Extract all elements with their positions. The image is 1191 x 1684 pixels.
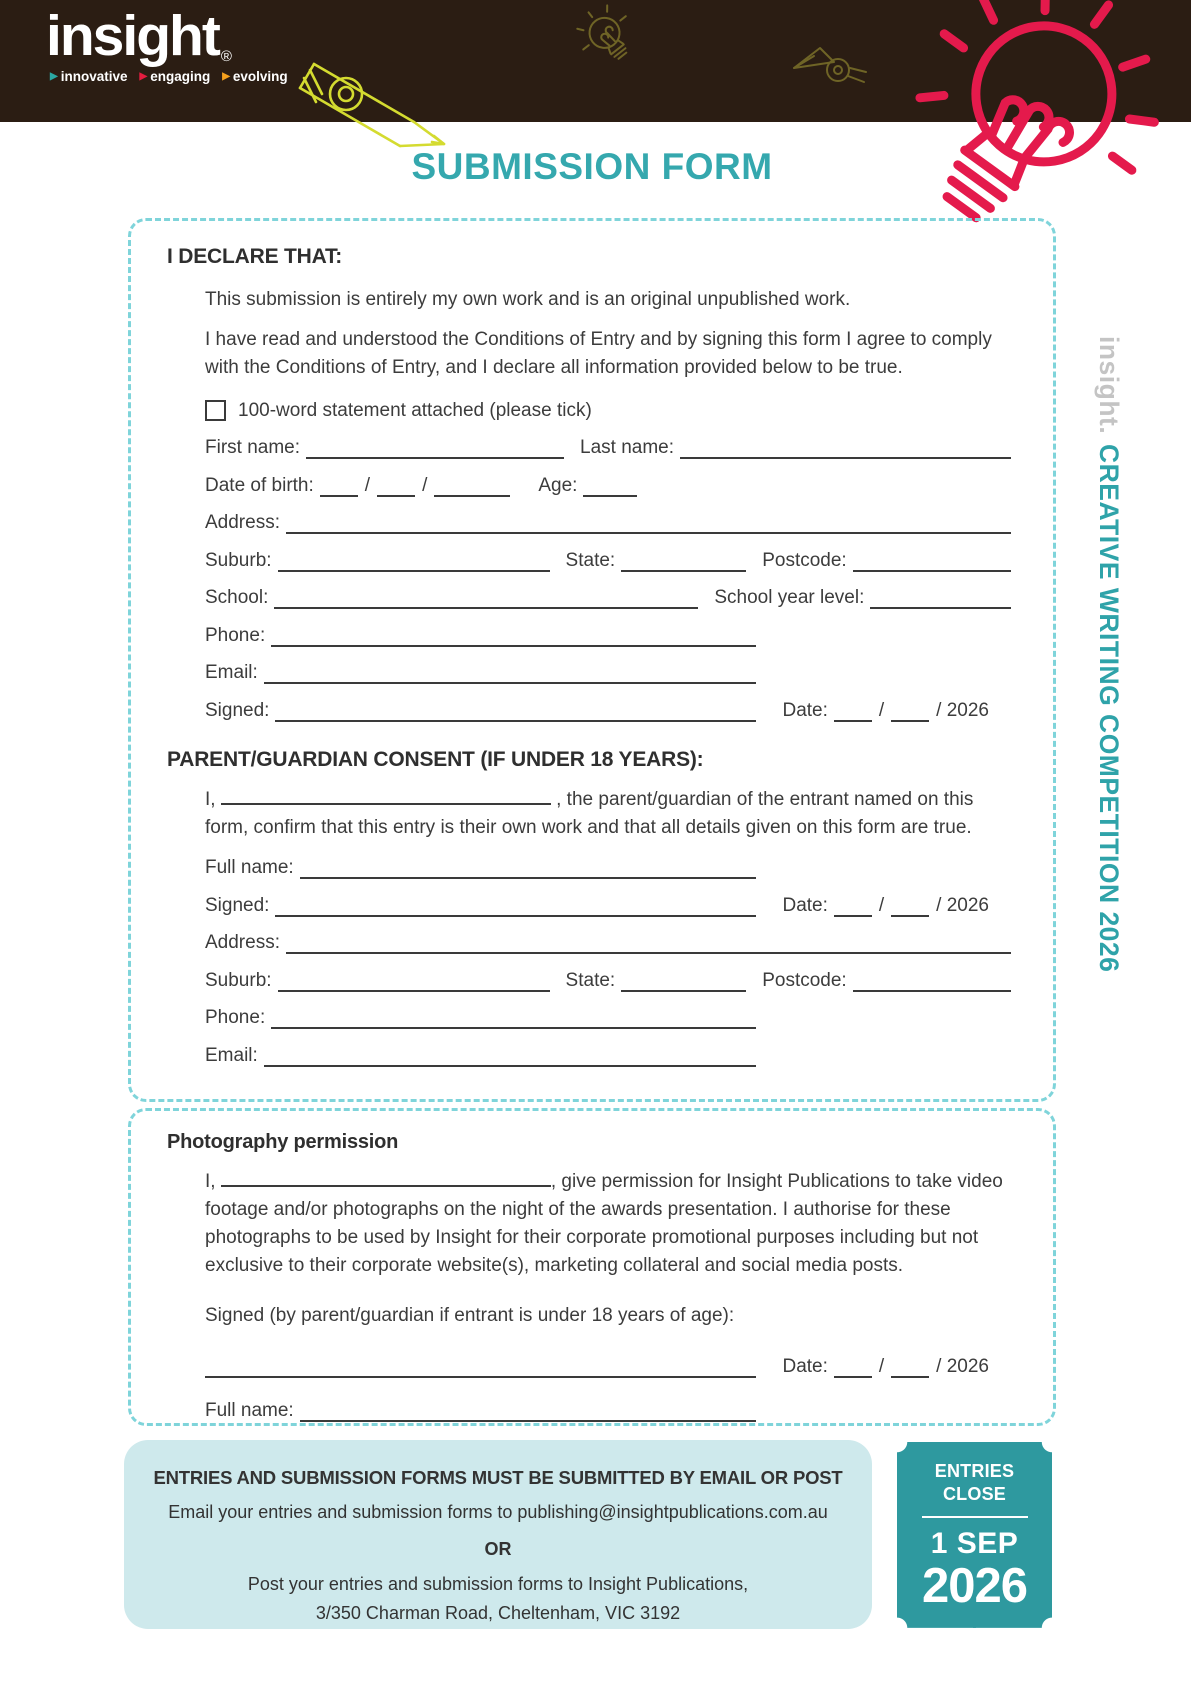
dob-month-line[interactable] — [377, 477, 415, 497]
entries-close-heading — [897, 1460, 1052, 1505]
logo-text: insight — [46, 4, 219, 68]
parent-signature-line[interactable] — [275, 897, 756, 917]
phone-line[interactable] — [271, 627, 756, 647]
entries-close-year: 2026 — [921, 1559, 1027, 1613]
first-name-line[interactable] — [306, 439, 564, 459]
age-line[interactable] — [583, 477, 637, 497]
email-line[interactable] — [264, 664, 756, 684]
entries-close-date: 1 SEP — [930, 1527, 1019, 1560]
date-slash: / — [878, 894, 885, 916]
photography-signature-line[interactable] — [205, 1358, 756, 1378]
postcode-label: Postcode: — [762, 969, 847, 991]
insight-logo — [46, 4, 288, 84]
declaration-para1: This submission is entirely my own work and is an original unpublished work. — [205, 289, 851, 310]
entries-close-line2: CLOSE — [942, 1483, 1006, 1504]
date-year: / 2026 — [936, 1355, 989, 1377]
triangle-bullet-icon: ▶ — [139, 70, 148, 82]
date-slash: / — [878, 1355, 885, 1377]
date-year: / 2026 — [936, 699, 989, 721]
parent-full-name-line[interactable] — [300, 859, 756, 879]
parent-postcode-line[interactable] — [853, 972, 1011, 992]
photography-full-name-row — [205, 1400, 756, 1422]
state-line[interactable] — [621, 552, 746, 572]
suburb-label: Suburb: — [205, 969, 272, 991]
photography-signed-date-row — [205, 1356, 989, 1378]
address-line[interactable] — [286, 514, 1011, 534]
parent-consent-para-suffix: , the parent/guardian of the entrant named on this form, confirm that this entry is their own work and that all details given on this form are true. — [205, 788, 974, 838]
photography-full-name-line[interactable] — [300, 1402, 756, 1422]
state-label: State: — [565, 549, 616, 571]
date-label: Date: — [782, 1355, 828, 1377]
school-year-label: School year level: — [714, 587, 865, 609]
signed-date-row — [205, 700, 989, 722]
registered-trademark-icon: ® — [220, 48, 230, 65]
entries-close-line1: ENTRIES — [934, 1461, 1015, 1481]
ticket-divider — [922, 1516, 1028, 1518]
date-slash: / — [878, 699, 885, 721]
photography-para-prefix: I, — [205, 1171, 216, 1192]
parent-date-day-line[interactable] — [834, 897, 872, 917]
parent-address-row — [205, 932, 1011, 954]
address-row — [205, 512, 1011, 534]
date-label: Date: — [782, 699, 828, 721]
photography-signed-label: Signed (by parent/guardian if entrant is under 18 years of age): — [205, 1304, 735, 1326]
school-label: School: — [205, 587, 269, 609]
parent-consent-para-prefix: I, — [205, 788, 216, 810]
dob-slash: / — [422, 474, 428, 496]
statement-attached-row — [205, 400, 1011, 422]
date-label: Date: — [782, 894, 828, 916]
dob-slash: / — [364, 474, 371, 496]
logo-tagline — [50, 69, 288, 84]
parent-consent-para — [205, 786, 1011, 842]
photography-permission-box — [128, 1108, 1056, 1426]
parent-email-line[interactable] — [264, 1047, 756, 1067]
name-row — [205, 437, 1011, 459]
signature-line[interactable] — [275, 702, 756, 722]
entries-close-badge — [897, 1442, 1052, 1628]
email-label: Email: — [205, 662, 258, 684]
date-day-line[interactable] — [834, 702, 872, 722]
last-name-label: Last name: — [580, 437, 675, 459]
statement-attached-checkbox[interactable] — [205, 400, 226, 421]
logo-wordmark — [46, 4, 288, 68]
tagline-word: innovative — [60, 69, 128, 84]
parent-date-month-line[interactable] — [891, 897, 929, 917]
declaration-section-box — [128, 218, 1056, 1102]
photography-heading: Photography permission — [167, 1131, 399, 1153]
signed-label: Signed: — [205, 894, 270, 916]
triangle-bullet-icon: ▶ — [50, 70, 58, 82]
photography-para-suffix: , give permission for Insight Publications to take video footage and/or photographs on the night of the awards presentation. I authorise for these photographs to be used by Insight for their corporate promotional purposes including but not exclusive to their corporate website(s), marketing collateral and social media posts. — [205, 1171, 1003, 1276]
suburb-line[interactable] — [278, 552, 550, 572]
suburb-label: Suburb: — [205, 549, 272, 571]
parent-signed-date-row — [205, 895, 989, 917]
parent-suburb-state-postcode-row — [205, 970, 1011, 992]
header-bar — [0, 0, 1191, 122]
parent-full-name-row — [205, 857, 756, 879]
declaration-heading: I DECLARE THAT: — [167, 245, 343, 268]
tagline-innovative — [50, 69, 127, 84]
side-banner-title: CREATIVE WRITING COMPETITION 2026 — [1094, 444, 1124, 973]
tagline-engaging — [139, 69, 210, 84]
parent-state-line[interactable] — [621, 972, 746, 992]
postcode-line[interactable] — [853, 552, 1011, 572]
statement-attached-label: 100-word statement attached (please tick) — [238, 399, 592, 421]
parent-phone-row — [205, 1007, 756, 1029]
signed-label: Signed: — [205, 699, 270, 721]
parent-phone-line[interactable] — [271, 1009, 756, 1029]
address-label: Address: — [205, 932, 280, 954]
photography-date-month-line[interactable] — [891, 1358, 929, 1378]
phone-row — [205, 625, 756, 647]
submission-or: OR — [484, 1539, 512, 1559]
full-name-label: Full name: — [205, 1399, 294, 1421]
dob-year-line[interactable] — [434, 477, 510, 497]
full-name-label: Full name: — [205, 857, 294, 879]
page-title: SUBMISSION FORM — [411, 146, 773, 187]
phone-label: Phone: — [205, 624, 266, 646]
address-label: Address: — [205, 512, 280, 534]
submission-email-line: Email your entries and submission forms to publishing@insightpublications.com.au — [168, 1502, 828, 1522]
parent-suburb-line[interactable] — [278, 972, 550, 992]
small-pen-doodle-icon — [790, 42, 870, 100]
school-year-line[interactable] — [870, 589, 1011, 609]
date-month-line[interactable] — [891, 702, 929, 722]
photography-date-day-line[interactable] — [834, 1358, 872, 1378]
parent-name-inline-line[interactable] — [221, 789, 551, 805]
tagline-evolving — [222, 69, 287, 84]
school-row — [205, 587, 1011, 609]
email-row — [205, 662, 756, 684]
submission-post-line2: 3/350 Charman Road, Cheltenham, VIC 3192 — [315, 1603, 681, 1623]
age-label: Age: — [538, 474, 578, 496]
tagline-word: evolving — [232, 69, 288, 84]
submission-post-line1: Post your entries and submission forms to Insight Publications, — [247, 1574, 749, 1594]
small-lightbulb-doodle-icon — [572, 6, 642, 72]
submission-info-panel — [124, 1440, 872, 1629]
parent-consent-heading: PARENT/GUARDIAN CONSENT (IF UNDER 18 YEARS): — [167, 747, 704, 771]
state-label: State: — [565, 969, 616, 991]
photography-name-inline-line[interactable] — [221, 1171, 551, 1187]
suburb-state-postcode-row — [205, 550, 1011, 572]
school-line[interactable] — [274, 589, 698, 609]
submission-info-heading: ENTRIES AND SUBMISSION FORMS MUST BE SUBMITTED BY EMAIL OR POST — [153, 1467, 843, 1488]
parent-email-row — [205, 1045, 756, 1067]
first-name-label: First name: — [205, 437, 301, 459]
photography-para — [205, 1168, 1011, 1280]
triangle-bullet-icon: ▶ — [222, 70, 230, 82]
dob-label: Date of birth: — [205, 474, 314, 496]
side-banner-brand: insight. — [1094, 336, 1124, 435]
email-label: Email: — [205, 1044, 258, 1066]
date-year: / 2026 — [936, 894, 989, 916]
tagline-word: engaging — [150, 69, 211, 84]
postcode-label: Postcode: — [762, 549, 847, 571]
last-name-line[interactable] — [680, 439, 1011, 459]
dob-day-line[interactable] — [320, 477, 358, 497]
declaration-para2: I have read and understood the Conditions of Entry and by signing this form I agree to comply with the Conditions of Entry, and I declare all information provided below to be true. — [205, 328, 992, 378]
parent-address-line[interactable] — [286, 934, 1011, 954]
phone-label: Phone: — [205, 1007, 266, 1029]
dob-age-row — [205, 475, 1011, 497]
side-banner — [1093, 336, 1124, 973]
